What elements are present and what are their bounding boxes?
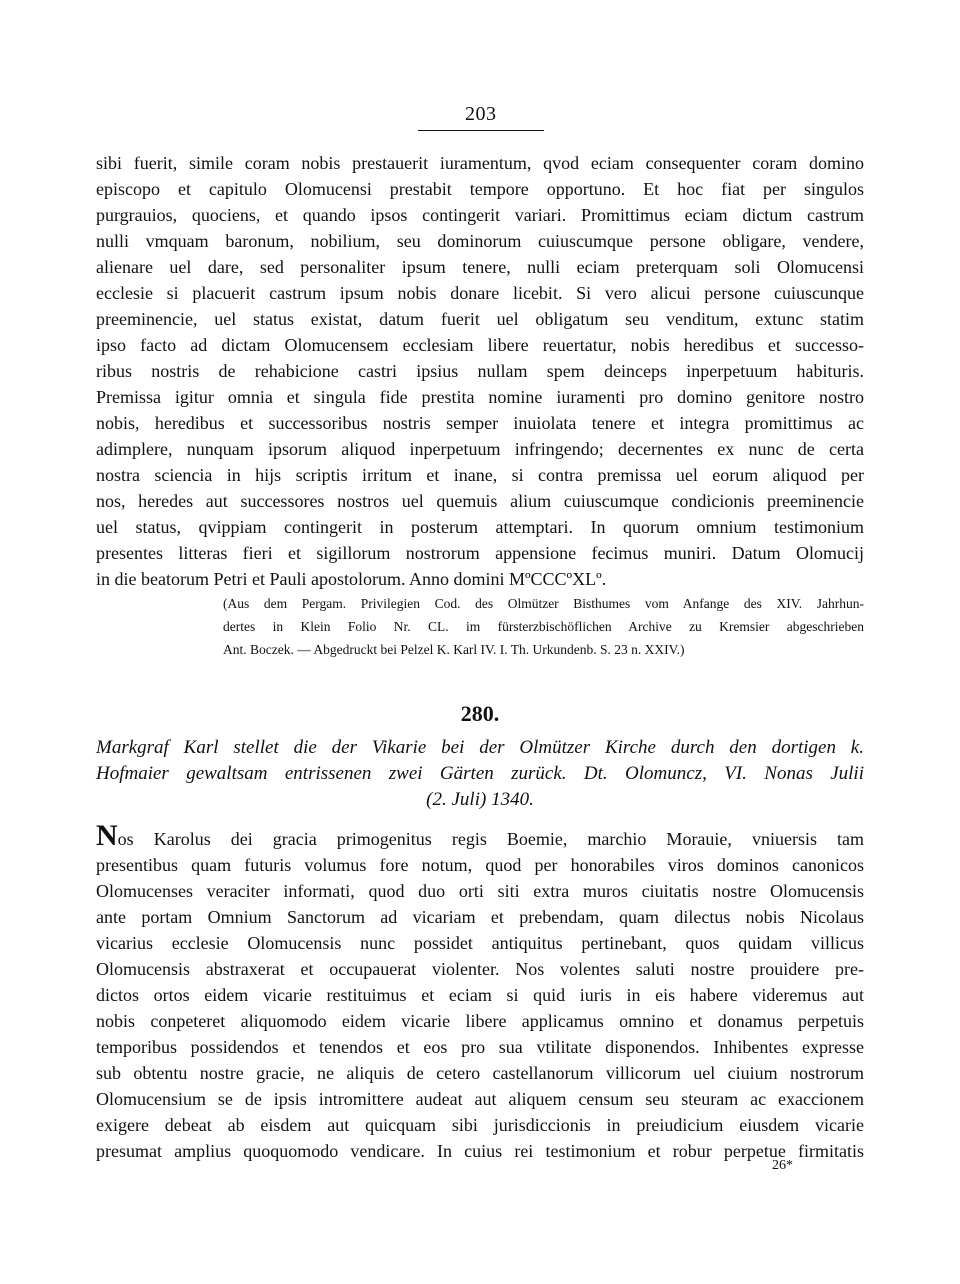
text-line: Premissa igitur omnia et singula fide prestita nomine iuramenti pro domino genitore nostro: [96, 387, 864, 407]
text-line: episcopo et capitulo Olomucensi prestabit tempore opportuno. Et hoc fiat per singulos: [96, 179, 864, 199]
text-line: presentes litteras fieri et sigillorum nostrorum appensione fecimus muniri. Datum Olomucij: [96, 543, 864, 563]
text-line: presumat amplius quoquomodo vendicare. In cuius rei testimonium et robur perpetue firmitatis: [96, 1141, 864, 1161]
note-line: (Aus dem Pergam. Privilegien Cod. des Olmützer Bisthumes vom Anfange des XIV. Jahrhun-: [223, 596, 864, 611]
text-line: adimplere, nunquam ipsorum aliquod inperpetuum infringendo; decernentes ex nunc de certa: [96, 439, 864, 459]
document-title: [96, 735, 864, 813]
note-line: Ant. Boczek. — Abgedruckt bei Pelzel K. Karl IV. I. Th. Urkundenb. S. 23 n. XXIV.): [223, 642, 685, 657]
text-line: Olomucensium se de ipsis intromittere audeat aut aliquem censum seu steuram ac exaccionem: [96, 1089, 864, 1109]
text-line: exigere debeat ab eisdem aut quicquam sibi jurisdiccionis in preiudicium eiusdem vicarie: [96, 1115, 864, 1135]
text-line: purgrauios, quociens, et quando ipsos contingerit variari. Promittimus eciam dictum castrum: [96, 205, 864, 225]
document-text: [96, 819, 864, 1164]
text-line: dictos ortos eidem vicarie restituimus et eciam si quid iuris in eis habere videremus aut: [96, 985, 864, 1005]
text-line: ipso facto ad dictam Olomucensem ecclesiam libere reuertatur, nobis heredibus et successo-: [96, 335, 864, 355]
text-line: nostra sciencia in hijs scriptis irritum et inane, si contra premissa uel eorum aliquod per: [96, 465, 864, 485]
title-line: (2. Juli) 1340.: [426, 789, 534, 810]
text-line: nobis conpeteret aliquomodo eidem vicarie libere applicamus omnino et donamus perpetuis: [96, 1011, 864, 1031]
title-line: Hofmaier gewaltsam entrissenen zwei Gärten zurück. Dt. Olomuncz, VI. Nonas Julii: [96, 763, 864, 784]
text-line: temporibus possidendos et tenendos et eos pro sua vtilitate disponendos. Inhibentes expresse: [96, 1037, 864, 1057]
text-line: Olomucenses veraciter informati, quod duo orti siti extra muros ciuitatis nostre Olomucensis: [96, 881, 864, 901]
text-line: nos, heredes aut successores nostros uel quemuis alium cuiuscumque condicionis preeminencie: [96, 491, 864, 511]
text-line: ribus nostris de rehabicione castri ipsius nullam spem deinceps inperpetuum habituris.: [96, 361, 864, 381]
document-number: 280.: [460, 701, 500, 726]
previous-document-text: [96, 150, 864, 592]
title-line: Markgraf Karl stellet die der Vikarie bei der Olmützer Kirche durch den dortigen k.: [96, 737, 864, 758]
initial-letter: N: [96, 819, 118, 852]
text-line-first: [96, 819, 864, 852]
text-line: vicarius ecclesie Olomucensis nunc possidet antiquitus pertinebant, quos quidam villicus: [96, 933, 864, 953]
text-line: sibi fuerit, simile coram nobis prestauerit iuramentum, qvod eciam consequenter coram domino: [96, 153, 864, 173]
note-line: dertes in Klein Folio Nr. CL. im fürsterzbischöflichen Archive zu Kremsier abgeschrieben: [223, 619, 864, 634]
source-note: [223, 592, 864, 661]
text-line: alienare uel dare, sed personaliter ipsum tenere, nulli eciam preterquam soli Olomucensi: [96, 257, 864, 277]
text-line: uel status, qvippiam contingerit in posterum attemptari. In quorum omnium testimonium: [96, 517, 864, 537]
text-line: ecclesie si placuerit castrum ipsum nobis donare licebit. Si vero alicui persone cuiuscunque: [96, 283, 864, 303]
text-line: presentibus quam futuris volumus fore notum, quod per honorabiles viros dominos canonicos: [96, 855, 864, 875]
text-line: nobis, heredibus et successoribus nostris semper inuiolata tenere et integra promittimus ac: [96, 413, 864, 433]
text-line: nulli vmquam baronum, nobilium, seu dominorum cuiuscumque persone obligare, vendere,: [96, 231, 864, 251]
text-line: in die beatorum Petri et Pauli apostolorum. Anno domini MºCCCºXLº.: [96, 569, 607, 589]
text-line: preeminencie, uel status existat, datum fuerit uel obligatum seu venditum, extunc statim: [96, 309, 864, 329]
header-rule: [418, 130, 544, 131]
page-number: 203: [465, 103, 497, 125]
first-line-text: os Karolus dei gracia primogenitus regis Boemie, marchio Morauie, vniuersis tam: [117, 829, 864, 849]
text-line: sub obtentu nostre gracie, ne aliquis de cetero castellanorum villicorum uel ciuium nostrorum: [96, 1063, 864, 1083]
text-line: Olomucensis abstraxerat et occupauerat violenter. Nos volentes saluti nostre prouidere pre-: [96, 959, 864, 979]
signature-mark: 26*: [772, 1158, 793, 1173]
text-line: ante portam Omnium Sanctorum ad vicariam et prebendam, quam dilectus nobis Nicolaus: [96, 907, 864, 927]
